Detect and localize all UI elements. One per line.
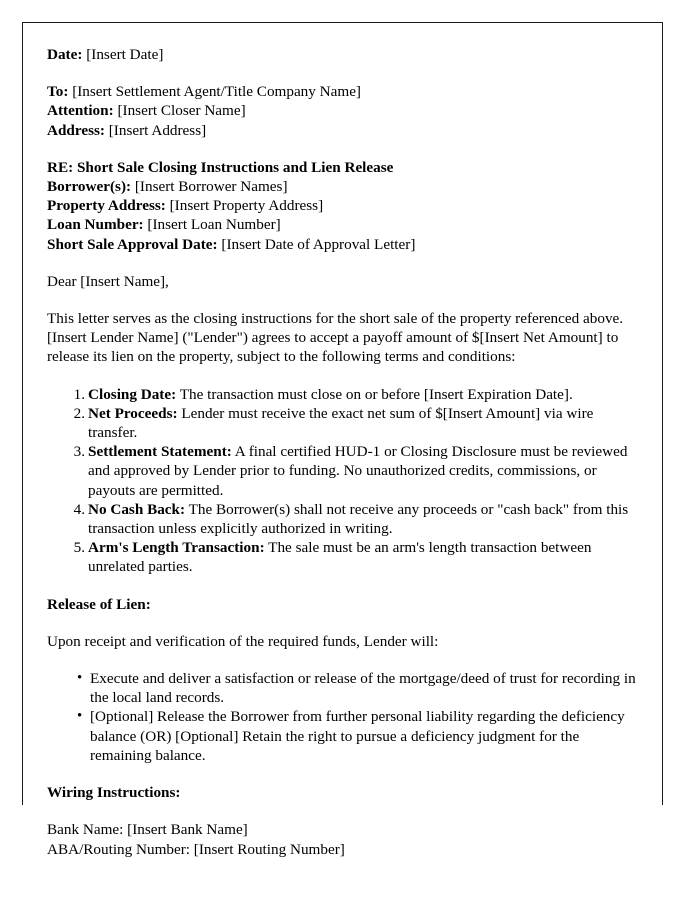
wiring-instructions-heading: Wiring Instructions: <box>47 784 181 802</box>
term-title: Arm's Length Transaction: <box>88 539 265 557</box>
address-line <box>47 121 637 140</box>
attention-line <box>47 101 637 120</box>
release-of-lien-heading: Release of Lien: <box>47 595 151 613</box>
address-label: Address: <box>47 121 105 139</box>
term-title: Closing Date: <box>88 385 177 403</box>
list-item <box>47 500 637 538</box>
date-value: [Insert Date] <box>86 46 164 63</box>
term-text: A final certified HUD-1 or Closing Disclosure must be reviewed and approved by Lender prior to funding. No unauthorized credits, commissions, or payouts are permitted. <box>88 443 628 499</box>
aba-routing-line: ABA/Routing Number: [Insert Routing Number] <box>47 840 345 858</box>
list-item <box>47 442 637 500</box>
loan-number-label: Loan Number: <box>47 216 144 234</box>
term-title: Net Proceeds: <box>88 404 178 422</box>
document-body <box>47 45 637 859</box>
bank-name-line: Bank Name: [Insert Bank Name] <box>47 821 248 839</box>
list-item <box>47 385 637 404</box>
to-line <box>47 82 637 101</box>
list-item <box>47 538 637 576</box>
term-text: The transaction must close on or before [Insert Expiration Date]. <box>176 385 573 403</box>
term-title: No Cash Back: <box>88 500 186 518</box>
loan-number-line <box>47 215 637 234</box>
term-title: Settlement Statement: <box>88 443 232 461</box>
address-value: [Insert Address] <box>108 121 207 139</box>
property-address-label: Property Address: <box>47 197 166 215</box>
list-item: • [Optional] Release the Borrower from further personal liability regarding the deficiency balance (OR) [Optional] Retain the right to pursue a deficiency judgment for the remaining balance. <box>47 707 637 765</box>
property-address-line <box>47 196 637 215</box>
salutation: Dear [Insert Name], <box>47 272 169 290</box>
term-text: Lender must receive the exact net sum of $[Insert Amount] via wire transfer. <box>88 404 594 442</box>
attention-label: Attention: <box>47 102 114 120</box>
property-address-value: [Insert Property Address] <box>169 197 324 215</box>
term-text: The Borrower(s) shall not receive any proceeds or "cash back" from this transaction unless explicitly authorized in writing. <box>88 500 629 538</box>
borrowers-value: [Insert Borrower Names] <box>134 178 288 196</box>
document-page <box>22 22 663 858</box>
release-bullet-list <box>47 669 637 765</box>
approval-date-label: Short Sale Approval Date: <box>47 235 218 253</box>
attention-value: [Insert Closer Name] <box>117 102 246 120</box>
date-line <box>47 45 637 64</box>
release-intro: Upon receipt and verification of the required funds, Lender will: <box>47 632 439 650</box>
loan-number-value: [Insert Loan Number] <box>147 216 281 234</box>
date-label: Date: <box>47 46 83 63</box>
borrowers-line <box>47 177 637 196</box>
approval-date-value: [Insert Date of Approval Letter] <box>221 235 416 253</box>
re-line: RE: Short Sale Closing Instructions and Lien Release <box>47 158 394 176</box>
terms-list <box>47 385 637 577</box>
intro-paragraph: This letter serves as the closing instructions for the short sale of the property referenced above. [Insert Lender Name] ("Lender") agrees to accept a payoff amount of $[Insert Net Amount] to release its lien on the property, subject to the following terms and conditions: <box>47 310 624 366</box>
list-item: • Execute and deliver a satisfaction or release of the mortgage/deed of trust for recording in the local land records. <box>47 669 637 707</box>
term-text: The sale must be an arm's length transaction between unrelated parties. <box>88 539 592 576</box>
list-item <box>47 404 637 442</box>
borrowers-label: Borrower(s): <box>47 178 132 196</box>
to-value: [Insert Settlement Agent/Title Company Name] <box>72 83 361 101</box>
approval-date-line <box>47 235 637 254</box>
to-label: To: <box>47 83 69 101</box>
